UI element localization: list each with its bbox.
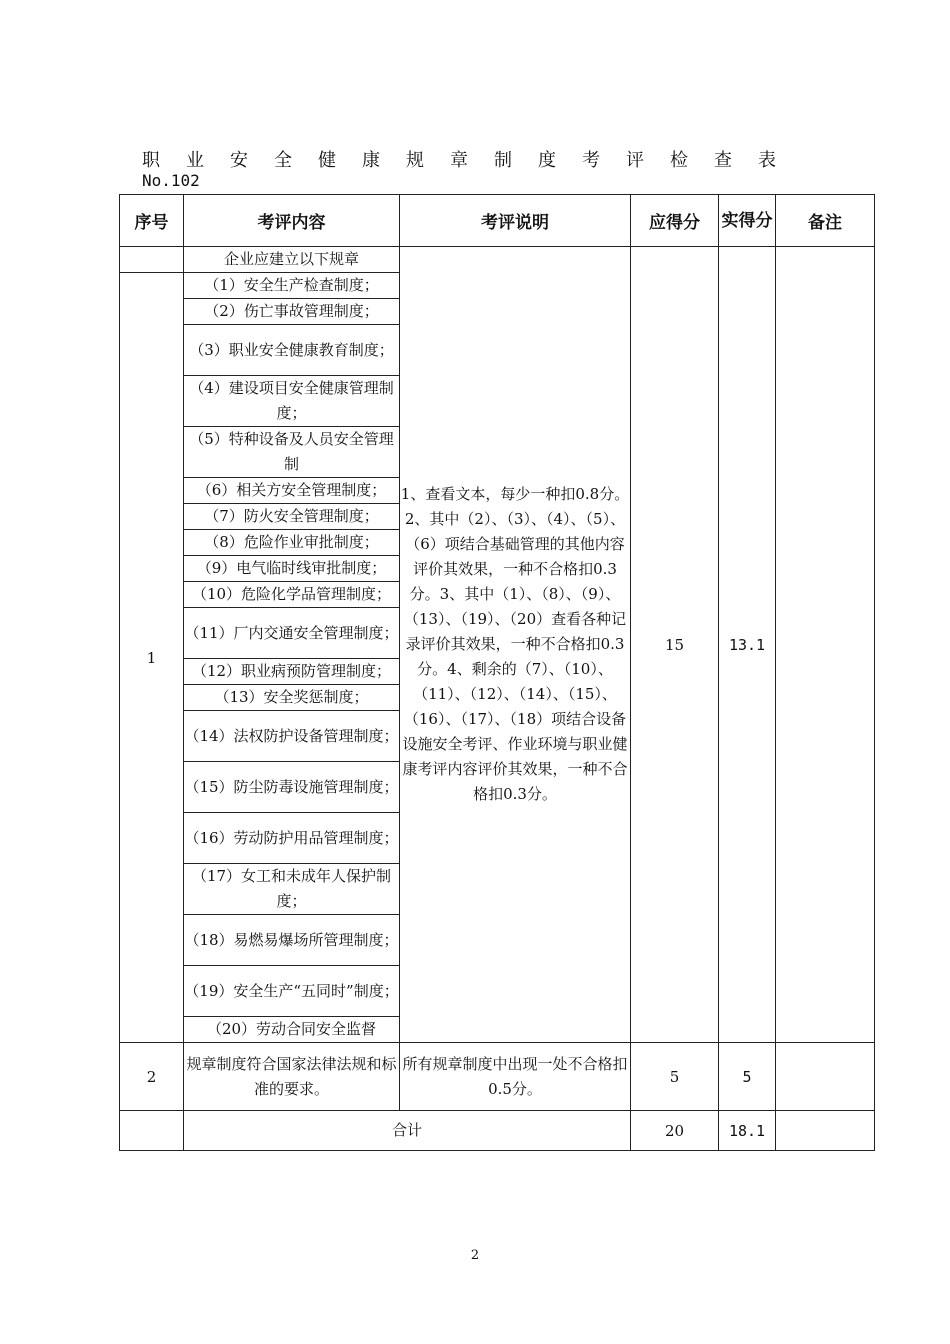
list-item: （8）危险作业审批制度； [184,530,400,556]
list-item: （11）厂内交通安全管理制度； [184,608,400,659]
remark-cell-1 [776,247,875,1043]
page-title: 职业安全健康规章制度考评检查表 [142,150,802,171]
list-item: （9）电气临时线审批制度； [184,556,400,582]
list-item: （7）防火安全管理制度； [184,504,400,530]
list-item: （12）职业病预防管理制度； [184,659,400,685]
header-explain: 考评说明 [400,195,631,247]
seq-cell-2: 2 [120,1043,184,1111]
total-label: 合计 [184,1111,631,1151]
list-item: （20）劳动合同安全监督 [184,1017,400,1043]
list-item: （14）法权防护设备管理制度； [184,711,400,762]
header-content: 考评内容 [184,195,400,247]
table-row [120,1043,875,1111]
actual-score-1: 13.1 [719,247,776,1043]
total-row [120,1111,875,1151]
content-cell-2: 规章制度符合国家法律法规和标准的要求。 [184,1043,400,1111]
list-item: （18）易燃易爆场所管理制度； [184,915,400,966]
evaluation-table [119,194,875,1151]
list-item: （19）安全生产“五同时”制度； [184,966,400,1017]
header-row [120,195,875,247]
list-item: （10）危险化学品管理制度； [184,582,400,608]
list-item: （3）职业安全健康教育制度； [184,325,400,376]
list-item: （4）建设项目安全健康管理制度； [184,376,400,427]
header-should-score: 应得分 [631,195,719,247]
should-score-total: 20 [631,1111,719,1151]
list-item: （5）特种设备及人员安全管理制 [184,427,400,478]
seq-cell-empty [120,247,184,273]
list-item: （15）防尘防毒设施管理制度； [184,762,400,813]
header-actual-score: 实得分 [719,195,776,247]
explain-cell-2: 所有规章制度中出现一处不合格扣0.5分。 [400,1043,631,1111]
seq-cell-total [120,1111,184,1151]
list-item: （6）相关方安全管理制度； [184,478,400,504]
list-item: （1）安全生产检查制度； [184,273,400,299]
header-seq: 序号 [120,195,184,247]
table-row [120,247,875,273]
list-item: （16）劳动防护用品管理制度； [184,813,400,864]
intro-cell: 企业应建立以下规章 [184,247,400,273]
document-number: No.102 [142,171,200,190]
list-item: （13）安全奖惩制度； [184,685,400,711]
seq-cell-1: 1 [120,273,184,1043]
should-score-1: 15 [631,247,719,1043]
actual-score-total: 18.1 [719,1111,776,1151]
remark-cell-2 [776,1043,875,1111]
page-number: 2 [470,1248,480,1263]
remark-cell-total [776,1111,875,1151]
list-item: （2）伤亡事故管理制度； [184,299,400,325]
should-score-2: 5 [631,1043,719,1111]
actual-score-2: 5 [719,1043,776,1111]
explain-cell-1: 1、查看文本，每少一种扣0.8分。 2、其中（2）、（3）、（4）、（5）、（6）项结合基础管理的其他内容评价其效果，一种不合格扣0.3分。3、其中（1）、（8）、（9）、（13）、（19）、（20）查看各种记录评价其效果，一种不合格扣0.3分。4、剩余的（7）、（10）、（11）、（12）、（14）、（15）、（16）、（17）、（18）项结合设备设施安全考评、作业环境与职业健康考评内容评价其效果，一种不合格扣0.3分。 [400,247,631,1043]
header-remark: 备注 [776,195,875,247]
list-item: （17）女工和未成年人保护制度； [184,864,400,915]
